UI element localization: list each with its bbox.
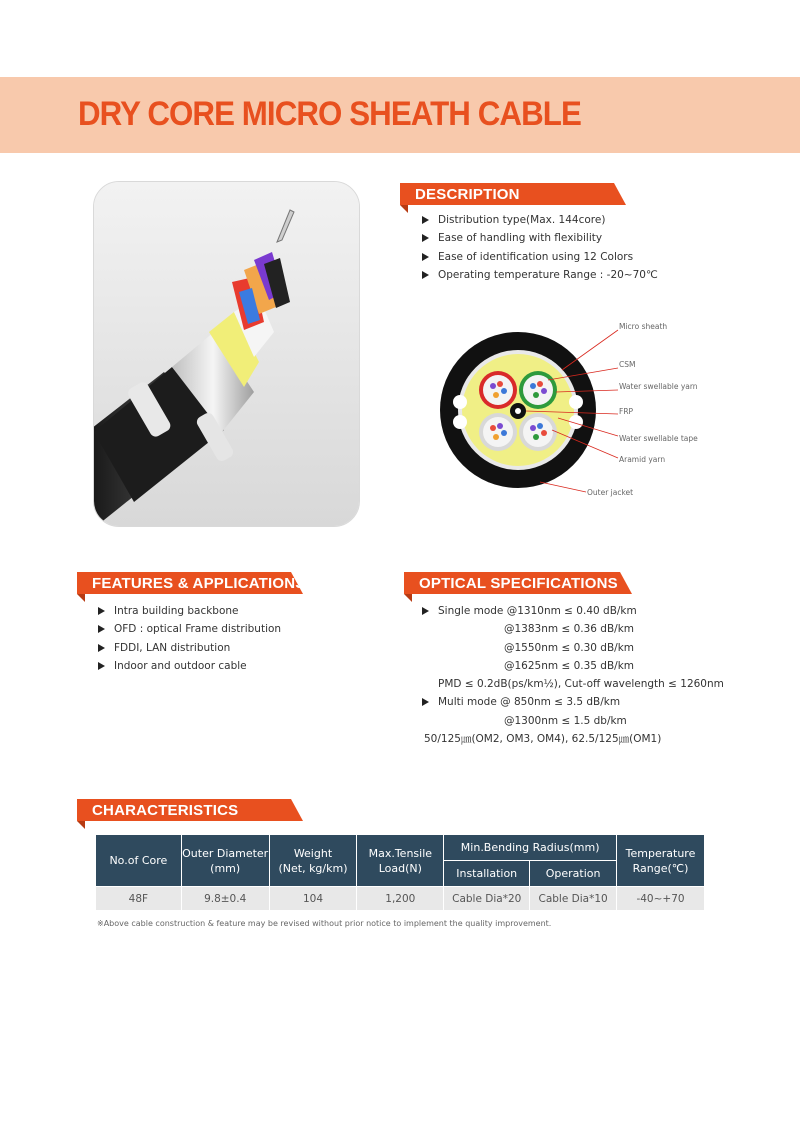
th-temp-line2: Range(℃) xyxy=(632,861,689,875)
list-item: Operating temperature Range : -20~70℃ xyxy=(421,266,658,284)
label-micro-sheath: Micro sheath xyxy=(619,322,668,331)
th-weight-line1: Weight xyxy=(293,846,333,860)
list-item: Distribution type(Max. 144core) xyxy=(421,211,658,229)
cell-operation: Cable Dia*10 xyxy=(530,887,617,911)
spec-line: 50/125㎛(OM2, OM3, OM4), 62.5/125㎛(OM1) xyxy=(424,733,662,746)
cell-core: 48F xyxy=(96,887,182,911)
page-title: DRY CORE MICRO SHEATH CABLE xyxy=(78,95,581,133)
th-diameter xyxy=(181,835,269,887)
title-band xyxy=(0,77,800,153)
spec-line: @1550nm ≤ 0.30 dB/km xyxy=(504,641,635,654)
table-header-row xyxy=(96,835,705,861)
heading-tick xyxy=(400,205,408,213)
optical-heading xyxy=(404,572,632,594)
label-water-swellable-yarn: Water swellable yarn xyxy=(619,382,698,391)
cross-section-svg xyxy=(440,310,690,510)
th-installation: Installation xyxy=(444,861,530,887)
cell-temperature: -40~+70 xyxy=(617,887,705,911)
features-heading xyxy=(77,572,306,594)
spec-line: PMD ≤ 0.2dB(ps/km½), Cut-off wavelength ≤ 1260nm xyxy=(438,678,724,691)
cell-weight: 104 xyxy=(269,887,357,911)
description-list xyxy=(421,211,658,284)
table-row xyxy=(96,887,705,911)
features-list xyxy=(97,602,281,675)
footnote: ※Above cable construction & feature may be revised without prior notice to implement the quality improvement. xyxy=(97,919,552,928)
th-bending: Min.Bending Radius(mm) xyxy=(444,835,617,861)
heading-tick xyxy=(77,821,85,829)
spec-line: @1383nm ≤ 0.36 dB/km xyxy=(504,623,635,636)
features-heading-text: FEATURES & APPLICATIONS xyxy=(92,575,306,592)
cable-photo xyxy=(93,181,360,527)
description-heading-text: DESCRIPTION xyxy=(415,186,520,203)
list-item: OFD : optical Frame distribution xyxy=(97,620,281,638)
optical-list xyxy=(421,602,724,748)
label-csm: CSM xyxy=(619,360,636,369)
label-water-swellable-tape: Water swellable tape xyxy=(619,434,698,443)
th-tensile-line2: Load(N) xyxy=(378,861,422,875)
th-weight-line2: (Net, kg/km) xyxy=(278,861,348,875)
th-diameter-line1: Outer Diameter xyxy=(182,846,269,860)
cable-illustration xyxy=(94,182,360,527)
spec-line: Multi mode @ 850nm ≤ 3.5 dB/km xyxy=(421,693,724,711)
th-diameter-line2: (mm) xyxy=(210,861,241,875)
list-item: Ease of identification using 12 Colors xyxy=(421,248,658,266)
characteristics-heading xyxy=(77,799,303,821)
cross-section-diagram xyxy=(440,310,698,510)
heading-tick xyxy=(77,594,85,602)
th-temp-line1: Temperature xyxy=(625,846,696,860)
label-frp: FRP xyxy=(619,407,634,416)
heading-tick xyxy=(404,594,412,602)
th-core: No.of Core xyxy=(96,835,182,887)
list-item: FDDI, LAN distribution xyxy=(97,639,281,657)
list-item: Ease of handling with flexibility xyxy=(421,229,658,247)
th-weight xyxy=(269,835,357,887)
label-aramid-yarn: Aramid yarn xyxy=(619,455,666,464)
optical-heading-text: OPTICAL SPECIFICATIONS xyxy=(419,575,618,592)
th-tensile-line1: Max.Tensile xyxy=(368,846,433,860)
spec-line: Single mode @1310nm ≤ 0.40 dB/km xyxy=(421,602,724,620)
cell-installation: Cable Dia*20 xyxy=(444,887,530,911)
characteristics-heading-text: CHARACTERISTICS xyxy=(92,802,239,819)
list-item: Intra building backbone xyxy=(97,602,281,620)
th-operation: Operation xyxy=(530,861,617,887)
th-temperature xyxy=(617,835,705,887)
spec-line: @1300nm ≤ 1.5 db/km xyxy=(504,714,627,727)
cell-diameter: 9.8±0.4 xyxy=(181,887,269,911)
label-outer-jacket: Outer jacket xyxy=(587,488,634,497)
th-tensile xyxy=(357,835,444,887)
description-heading xyxy=(400,183,626,205)
spec-line: @1625nm ≤ 0.35 dB/km xyxy=(504,659,635,672)
cell-tensile: 1,200 xyxy=(357,887,444,911)
list-item: Indoor and outdoor cable xyxy=(97,657,281,675)
characteristics-table xyxy=(95,834,705,911)
